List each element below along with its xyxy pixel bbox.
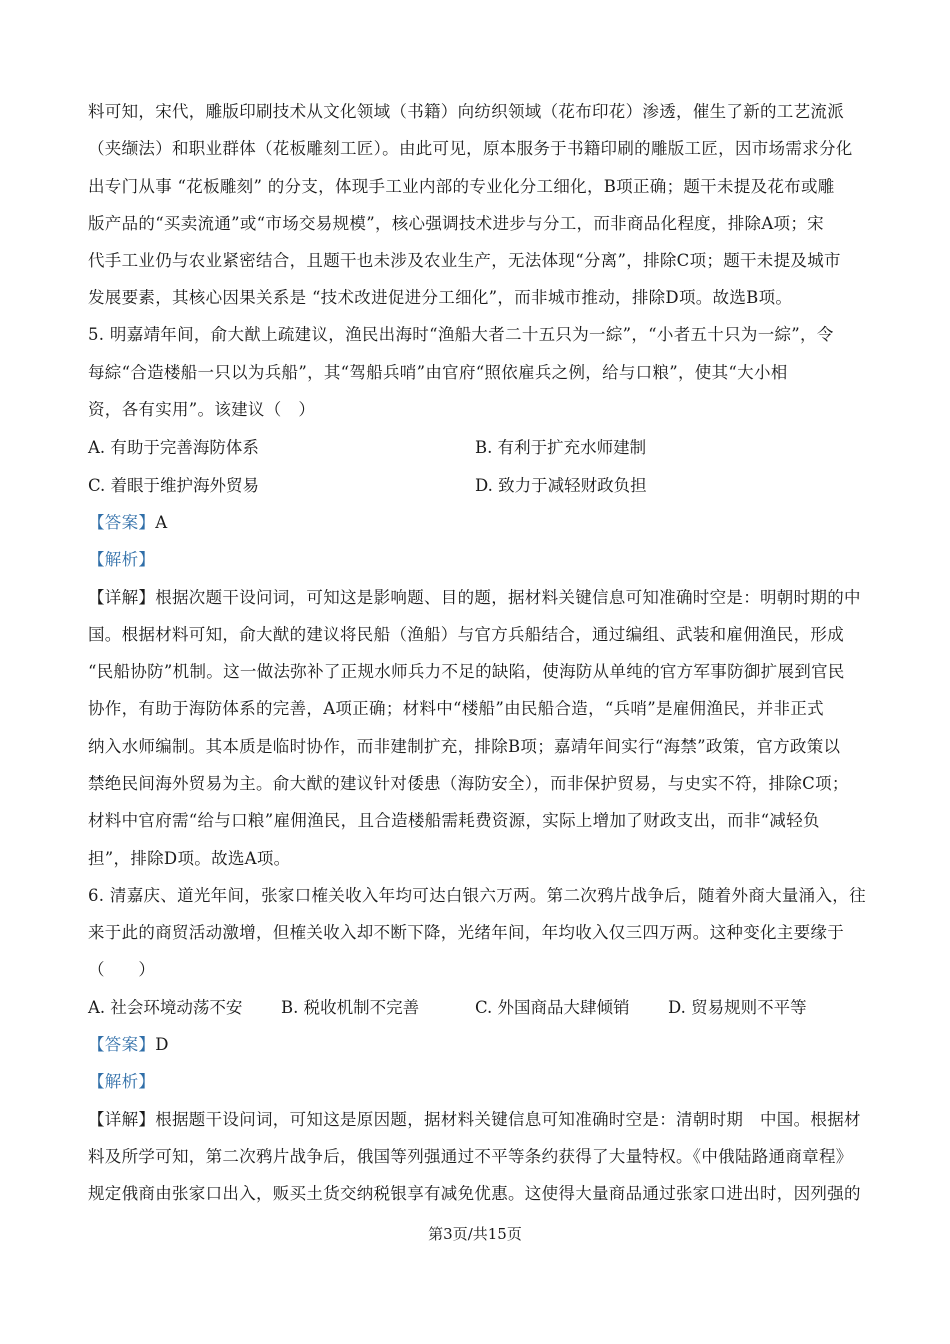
text-line: 版产品的“买卖流通”或“市场交易规模”，核心强调技术进步与分工，而非商品化程度，排除A项；宋: [88, 214, 824, 233]
question-6-detail: [88, 1109, 863, 1131]
text-line: （夹缬法）和职业群体（花板雕刻工匠）。由此可见，原本服务于书籍印刷的雕版工匠，因市场需求分化: [88, 139, 853, 158]
question-5-detail: [88, 587, 863, 609]
question-6-option-c: C. 外国商品大肆倾销: [475, 998, 630, 1017]
question-5-detail: “民船协防”机制。这一做法弥补了正规水师兵力不足的缺陷，使海防从单纯的官方军事防御扩展到官民: [88, 662, 845, 681]
question-5-detail: 担”，排除D项。故选A项。: [88, 849, 291, 868]
detail-tag: 【详解】: [88, 588, 156, 607]
question-6-stem: 来于此的商贸活动激增，但榷关收入却不断下降，光绪年间，年均收入仅三四万两。这种变化主要缘于: [88, 923, 844, 942]
analysis-tag: 【解析】: [88, 550, 156, 569]
question-6-answer: [88, 1034, 863, 1056]
question-5-detail: 国。根据材料可知，俞大猷的建议将民船（渔船）与官方兵船结合，通过编组、武装和雇佣渔民，形成: [88, 625, 844, 644]
text-line: 出专门从事 “花板雕刻” 的分支，体现手工业内部的专业化分工细化，B项正确；题干未提及花布或雕: [88, 177, 835, 196]
answer-value: A: [155, 513, 168, 532]
question-5-option-b: B. 有利于扩充水师建制: [475, 438, 647, 457]
answer-tag: 【答案】: [88, 1035, 156, 1054]
question-5-option-d: D. 致力于减轻财政负担: [475, 476, 647, 495]
page-number: 第3页/共15页: [428, 1225, 522, 1243]
question-5-option-c: C. 着眼于维护海外贸易: [88, 476, 260, 495]
question-5-detail: 材料中官府需“给与口粮”雇佣渔民，且合造楼船需耗费资源，实际上增加了财政支出，而非“减轻负: [88, 811, 820, 830]
question-6-analysis-heading: [88, 1071, 863, 1093]
answer-tag: 【答案】: [88, 513, 156, 532]
text-line: 代手工业仍与农业紧密结合，且题干也未涉及农业生产，无法体现“分离”，排除C项；题干未提及城市: [88, 251, 841, 270]
question-5-detail: 协作，有助于海防体系的完善，A项正确；材料中“楼船”由民船合造，“兵哨”是雇佣渔民，并非正式: [88, 699, 824, 718]
detail-tag: 【详解】: [88, 1110, 156, 1129]
answer-value: D: [155, 1035, 169, 1054]
question-5-stem: 资，各有实用”。该建议（ ）: [88, 400, 316, 419]
question-5-option-a: A. 有助于完善海防体系: [88, 438, 259, 457]
analysis-tag: 【解析】: [88, 1072, 156, 1091]
question-5-stem: 5. 明嘉靖年间，俞大猷上疏建议，渔民出海时“渔船大者二十五只为一綜”，“小者五十只为一綜”，令: [88, 325, 834, 344]
question-5-analysis-heading: [88, 549, 863, 571]
question-6-option-d: D. 贸易规则不平等: [668, 998, 807, 1017]
text-line: 发展要素，其核心因果关系是 “技术改进促进分工细化”，而非城市推动，排除D项。故选B项。: [88, 288, 793, 307]
question-6-option-b: B. 税收机制不完善: [281, 998, 420, 1017]
question-5-detail: 纳入水师编制。其本质是临时协作，而非建制扩充，排除B项；嘉靖年间实行“海禁”政策，官方政策以: [88, 737, 841, 756]
question-5-answer: [88, 512, 863, 534]
question-6-stem: 6. 清嘉庆、道光年间，张家口榷关收入年均可达白银六万两。第二次鸦片战争后，随着外商大量涌入，往: [88, 886, 866, 905]
text-line: 料可知，宋代，雕版印刷技术从文化领域（书籍）向纺织领域（花布印花）渗透，催生了新的工艺流派: [88, 102, 844, 121]
question-6-stem: （ ）: [88, 960, 156, 979]
detail-text: 根据题干设问词，可知这是原因题，据材料关键信息可知准确时空是：清朝时期 中国。根据材: [155, 1110, 861, 1129]
question-5-detail: 禁绝民间海外贸易为主。俞大猷的建议针对倭患（海防安全），而非保护贸易，与史实不符，排除C项；: [88, 774, 849, 793]
question-6-option-a: A. 社会环境动荡不安: [88, 998, 243, 1017]
question-6-detail: 规定俄商由张家口出入，贩买土货交纳税银享有减免优惠。这使得大量商品通过张家口进出时，因列强的: [88, 1184, 861, 1203]
question-6-detail: 料及所学可知，第二次鸦片战争后，俄国等列强通过不平等条约获得了大量特权。《中俄陆路通商章程》: [88, 1147, 853, 1166]
question-5-stem: 每綜“合造楼船一只以为兵船”，其“驾船兵哨”由官府“照依雇兵之例，给与口粮”，使其“大小相: [88, 363, 788, 382]
detail-text: 根据次题干设问词，可知这是影响题、目的题，据材料关键信息可知准确时空是：明朝时期的中: [155, 588, 861, 607]
